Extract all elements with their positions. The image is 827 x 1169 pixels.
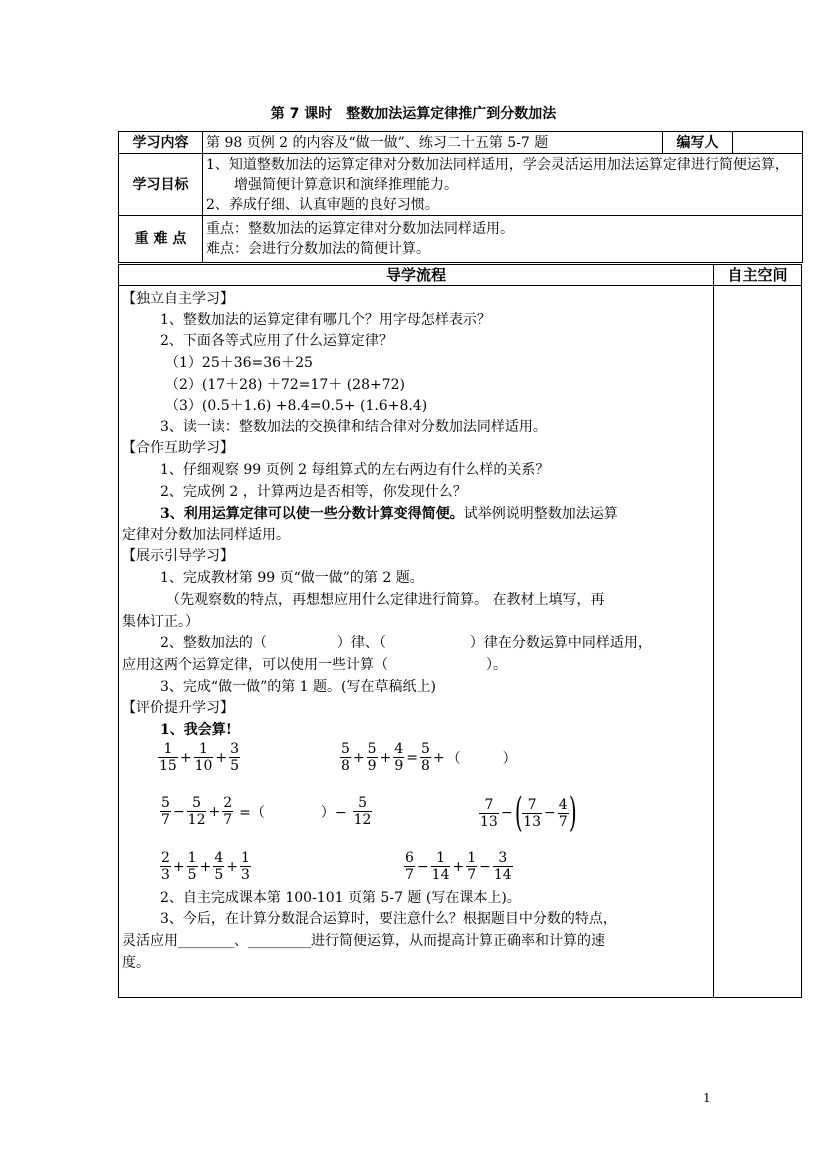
fraction: $\frac{6}{7}$ [405, 850, 414, 883]
fraction: $\frac{3}{5}$ [230, 741, 240, 774]
flow-heading: 导学流程 [385, 266, 446, 284]
goal-cell [203, 154, 803, 216]
math-expression-2: $\frac{5}{8}$ + $\frac{5}{9}$ + $\frac{4}{9}$ = $\frac{5}{8}$ + （ ） [341, 741, 517, 774]
fraction: $\frac{1}{3}$ [240, 850, 250, 883]
author-value [733, 132, 803, 154]
fraction: $\frac{1}{7}$ [467, 850, 477, 883]
key-point: 重点：整数加法的运算定律对分数加法同样适用。 [206, 221, 514, 237]
s3-question-1: 1、完成教材第 99 页“做一做”的第 2 题。 [160, 570, 424, 586]
s3-question-2-line1: 2、整数加法的（ ）律、（ ）律在分数运算中同样适用， [160, 635, 652, 651]
fraction: $\frac{4}{9}$ [394, 741, 404, 774]
s2-question-3-bold: 3、利用运算定律可以使一些分数计算变得简便。 [160, 506, 464, 522]
s2-question-3-line2: 定律对分数加法同样适用。 [122, 527, 290, 543]
section-independent-title: 【独立自主学习】 [122, 291, 234, 307]
s2-question-1: 1、仔细观察 99 页例 2 每组算式的左右两边有什么样的关系？ [160, 462, 550, 478]
s4-question-3-line2: 灵活应用________、_________进行简便运算，从而提高计算正确率和计算的速 [122, 933, 605, 949]
s1-equation-1: （1）25＋36=36＋25 [165, 355, 313, 371]
section-cooperative-title: 【合作互助学习】 [122, 440, 234, 456]
difficult-point: 难点：会进行分数加法的简便计算。 [206, 241, 430, 257]
key-cell [203, 216, 803, 263]
fraction: $\frac{1}{5}$ [187, 850, 197, 883]
s4-question-3-line1: 3、今后，在计算分数混合运算时，要注意什么？根据题目中分数的特点， [160, 911, 617, 927]
fraction: $\frac{5}{8}$ [420, 741, 430, 774]
s3-question-3: 3、完成“做一做”的第 1 题。(写在草稿纸上) [160, 679, 436, 695]
fraction: $\frac{5}{12}$ [187, 795, 206, 828]
s3-note-line1: （先观察数的特点，再想想应用什么定律进行简算。 在教材上填写，再 [166, 592, 605, 608]
page-title: 第 7 课时 整数加法运算定律推广到分数加法 [270, 106, 557, 122]
math-expression-5: $\frac{2}{3}$ + $\frac{1}{5}$ + $\frac{4}{5}$ + $\frac{1}{3}$ [161, 850, 250, 883]
s2-question-2: 2、完成例 2 ，计算两边是否相等，你发现什么？ [160, 484, 467, 500]
fraction: $\frac{1}{10}$ [194, 741, 213, 774]
right-paren: ) [568, 790, 577, 836]
fraction: $\frac{1}{14}$ [431, 850, 450, 883]
math-expression-1: $\frac{1}{15}$ + $\frac{1}{10}$ + $\frac{3}{5}$ [159, 741, 240, 774]
s4-question-3-line3: 度。 [122, 955, 150, 971]
flow-section [118, 264, 802, 998]
s1-question-2: 2、下面各等式应用了什么运算定律？ [160, 333, 393, 349]
math-expression-4: $\frac{7}{13}$ − ( $\frac{7}{13}$ − $\frac{4}{7}$ ) [480, 790, 577, 836]
fraction: $\frac{4}{7}$ [558, 796, 568, 830]
s1-question-3: 3、读一读：整数加法的交换律和结合律对分数加法同样适用。 [160, 419, 547, 435]
info-table [118, 131, 803, 263]
s2-question-3 [160, 504, 618, 524]
fraction: $\frac{2}{3}$ [161, 850, 170, 883]
fraction: $\frac{1}{15}$ [159, 741, 177, 774]
self-space-heading: 自主空间 [727, 266, 788, 284]
fraction: $\frac{7}{13}$ [480, 796, 498, 830]
fraction: $\frac{2}{7}$ [223, 795, 233, 828]
page-number: 1 [703, 1091, 711, 1105]
answer-blank[interactable]: =（ ）− [239, 804, 347, 821]
s1-equation-3: （3）(0.5＋1.6) +8.4=0.5+ (1.6+8.4) [165, 398, 428, 414]
s3-note-line2: 集体订正。） [122, 614, 199, 630]
goal-label: 学习目标 [119, 154, 203, 216]
goal-1: 1、知道整数加法的运算定律对分数加法同样适用，学会灵活运用加法运算定律进行简便运算，增强简便计算意识和演绎推理能力。 [206, 156, 789, 193]
s3-question-2-line2: 应用这两个运算定律，可以使用一些计算（ ）。 [122, 657, 507, 673]
s4-question-1: 1、我会算! [160, 722, 232, 738]
math-expression-6: $\frac{6}{7}$ − $\frac{1}{14}$ + $\frac{1}{7}$ − $\frac{3}{14}$ [405, 850, 512, 883]
content-value: 第 98 页例 2 的内容及“做一做”、练习二十五第 5-7 题 [203, 132, 663, 154]
answer-blank[interactable]: （ ） [446, 750, 517, 767]
author-label: 编写人 [663, 132, 733, 154]
fraction: $\frac{5}{12}$ [353, 795, 372, 828]
fraction: $\frac{5}{9}$ [367, 741, 377, 774]
section-show-title: 【展示引导学习】 [122, 548, 234, 564]
key-label: 重 难 点 [119, 216, 203, 263]
fraction: $\frac{3}{14}$ [493, 850, 512, 883]
left-paren: ( [514, 790, 523, 836]
fraction: $\frac{4}{5}$ [214, 850, 224, 883]
content-label: 学习内容 [119, 132, 203, 154]
fraction: $\frac{5}{7}$ [161, 795, 170, 828]
s4-question-2: 2、自主完成课本第 100-101 页第 5-7 题 (写在课本上)。 [160, 890, 521, 906]
fraction: $\frac{5}{8}$ [341, 741, 350, 774]
math-expression-3: $\frac{5}{7}$ − $\frac{5}{12}$ + $\frac{2}{7}$ =（ ）− $\frac{5}{12}$ [161, 795, 372, 828]
s2-question-3-rest: 试举例说明整数加法运算 [463, 506, 618, 522]
goal-2: 2、养成仔细、认真审题的良好习惯。 [206, 196, 439, 213]
section-evaluate-title: 【评价提升学习】 [122, 700, 234, 716]
s1-equation-2: （2）(17＋28) ＋72=17＋ (28+72) [165, 377, 406, 393]
s1-question-1: 1、整数加法的运算定律有哪几个？用字母怎样表示？ [160, 312, 491, 328]
fraction: $\frac{7}{13}$ [523, 796, 541, 830]
